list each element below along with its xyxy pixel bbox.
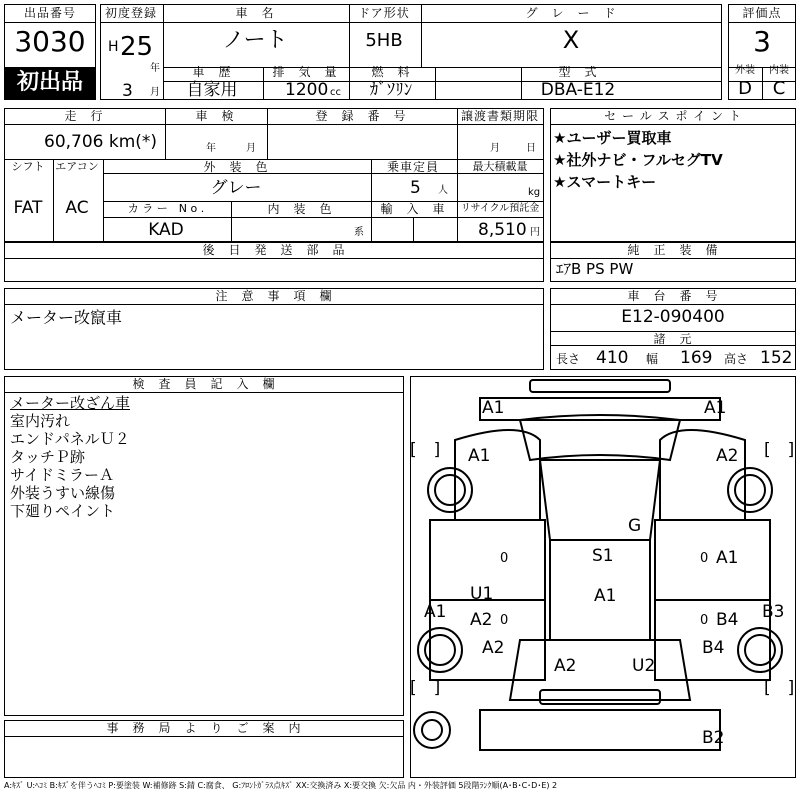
notes-value: メーター改竄車: [10, 308, 123, 327]
fuel-label: 燃 料: [371, 65, 411, 79]
mark-fender-fr: A2: [716, 446, 739, 466]
office-label: 事 務 局 よ り ご 案 内: [106, 721, 302, 735]
displacement: 1200: [285, 80, 329, 100]
width: 169: [680, 348, 713, 368]
displacement-label: 排 気 量: [272, 65, 338, 79]
spec-label: 諸 元: [653, 332, 693, 346]
sales-points-label: セ ー ル ス ポ イ ン ト: [604, 109, 742, 123]
mark-hood: G: [628, 516, 642, 536]
door-type: 5HB: [365, 30, 403, 51]
int-grade-label: 内装: [769, 65, 789, 76]
length-label: 長さ: [556, 352, 581, 366]
int-grade: C: [772, 78, 786, 99]
color-no: KAD: [148, 220, 184, 240]
height: 152: [760, 348, 793, 368]
mark-front-left: A1: [482, 398, 505, 418]
width-label: 幅: [646, 352, 659, 366]
mark-trunk-l: A2: [554, 656, 577, 676]
recycle-unit: 円: [530, 227, 540, 238]
mark-door-r-front: 0: [700, 551, 709, 566]
mark-roof-2: A1: [594, 586, 617, 606]
first-listing-badge: 初出品: [5, 67, 95, 99]
mark-door-l-front: 0: [500, 551, 509, 566]
car-name: ノート: [222, 28, 288, 53]
ext-color-label: 外 装 色: [203, 160, 269, 174]
mark-front-right: A1: [704, 398, 727, 418]
inspection-year-unit: 年: [206, 143, 216, 154]
mark-rear-fl: A2: [482, 638, 505, 658]
mark-door-r-rear-2: B4: [716, 610, 739, 630]
shift: FAT: [13, 198, 43, 218]
capacity: 5: [410, 178, 421, 198]
length: 410: [596, 348, 629, 368]
mark-rear: B2: [702, 728, 725, 748]
grade: X: [562, 26, 580, 54]
int-color-unit: 系: [354, 227, 364, 238]
capacity-label: 乗車定員: [386, 160, 439, 174]
mark-door-r-rear-b: 0: [700, 613, 709, 628]
chassis-label: 車 台 番 号: [627, 289, 719, 303]
lot-number-label: 出品番号: [23, 6, 76, 20]
score: 3: [753, 25, 771, 58]
sales-point-3: ★スマートキー: [553, 173, 657, 191]
lot-number: 3030: [14, 25, 86, 58]
inspector-line-3: エンドパネルＵ２: [10, 430, 130, 448]
shift-label: シフト: [11, 160, 45, 173]
inspection-label: 車 検: [195, 109, 235, 123]
legend: A:ｷｽﾞ U:ﾍｺﾐ B:ｷｽﾞを伴うﾍｺﾐ P:要塗装 W:補修跡 S:錆 C:腐食、 G:ﾌﾛﾝﾄｶﾞﾗｽ点ｷｽﾞ XX:交換済み X:要交換 欠:欠品 内・外装評価 5段階ﾗﾝｸ順(A･B･C･D･E) 2: [4, 781, 558, 790]
month-unit: 月: [150, 87, 160, 98]
mark-rear-fr: B4: [702, 638, 725, 658]
model-label: 型 式: [558, 65, 598, 79]
ext-grade: D: [738, 78, 752, 99]
color-no-label: カ ラ ー N o .: [127, 202, 205, 215]
inspection-month-unit: 月: [246, 143, 256, 154]
later-parts-label: 後 日 発 送 部 品: [202, 243, 346, 257]
transfer-deadline-label: 譲渡書類期限: [460, 109, 539, 123]
int-color-label: 内 装 色: [267, 202, 333, 216]
history: 自家用: [186, 80, 238, 100]
mark-bracket-right-rear: [ ]: [764, 678, 795, 698]
mark-trunk-r: U2: [632, 656, 656, 676]
ext-grade-label: 外装: [735, 65, 755, 76]
mark-bracket-right: [ ]: [764, 440, 795, 460]
mark-side-left: A1: [424, 602, 447, 622]
chassis-number: E12-090400: [621, 307, 725, 327]
transfer-day-unit: 日: [526, 143, 536, 154]
notes-label: 注 意 事 項 欄: [215, 289, 333, 303]
max-load-label: 最大積載量: [472, 160, 528, 173]
mark-door-r: A1: [716, 548, 739, 568]
first-reg-label: 初度登録: [104, 6, 157, 20]
inspector-line-6: 外装うすい線傷: [10, 484, 116, 502]
capacity-unit: 人: [438, 185, 448, 196]
reg-month: 3: [122, 81, 133, 101]
inspector-label: 検 査 員 記 入 欄: [132, 377, 276, 391]
door-label: ドア形状: [358, 6, 410, 20]
ac-label: エアコン: [55, 160, 99, 173]
mileage: 60,706 km(*): [44, 132, 158, 152]
mark-side-right: B3: [762, 602, 785, 622]
reg-year: 25: [120, 32, 154, 62]
inspector-line-2: 室内汚れ: [10, 412, 71, 430]
recycle-label: リサイクル預託金: [460, 203, 540, 214]
mark-roof: S1: [592, 546, 614, 566]
year-unit: 年: [150, 63, 160, 74]
era: H: [108, 39, 119, 55]
import-label: 輸 入 車: [380, 202, 446, 216]
height-label: 高さ: [724, 352, 749, 366]
genuine-equipment: ｴｱB PS PW: [556, 260, 634, 278]
sales-point-2: ★社外ナビ・フルセグTV: [553, 151, 723, 169]
recycle-fee: 8,510: [478, 220, 527, 240]
transfer-month-unit: 月: [490, 143, 500, 154]
model: DBA-E12: [540, 80, 616, 100]
score-label: 評価点: [742, 6, 782, 20]
reg-number-label: 登 録 番 号: [315, 109, 407, 123]
displacement-unit: cc: [330, 87, 341, 98]
mileage-label: 走 行: [64, 109, 104, 123]
mark-door-r-rear: 0: [500, 613, 509, 628]
grade-label: グ レ ー ド: [525, 6, 617, 20]
max-load-unit: kg: [528, 187, 541, 198]
ac: AC: [65, 198, 89, 218]
car-name-label: 車 名: [235, 6, 275, 20]
fuel: ｶﾞｿﾘﾝ: [369, 80, 413, 100]
ext-color: グレー: [210, 178, 262, 198]
genuine-equipment-label: 純 正 装 備: [627, 243, 719, 257]
inspector-line-5: サイドミラーＡ: [10, 466, 114, 484]
inspector-line-4: タッチＰ跡: [10, 448, 86, 466]
mark-door-l-rear-2: A2: [470, 610, 493, 630]
mark-bracket-left: [ ]: [410, 440, 441, 460]
inspector-line-1: メーター改ざん車: [10, 394, 131, 412]
mark-bracket-left-rear: [ ]: [410, 678, 441, 698]
history-label: 車 歴: [192, 65, 232, 79]
mark-fender-fl: A1: [468, 446, 491, 466]
inspector-line-7: 下廻りペイント: [10, 502, 116, 520]
sales-point-1: ★ユーザー買取車: [553, 129, 672, 147]
mark-door-l-rear: U1: [470, 584, 494, 604]
